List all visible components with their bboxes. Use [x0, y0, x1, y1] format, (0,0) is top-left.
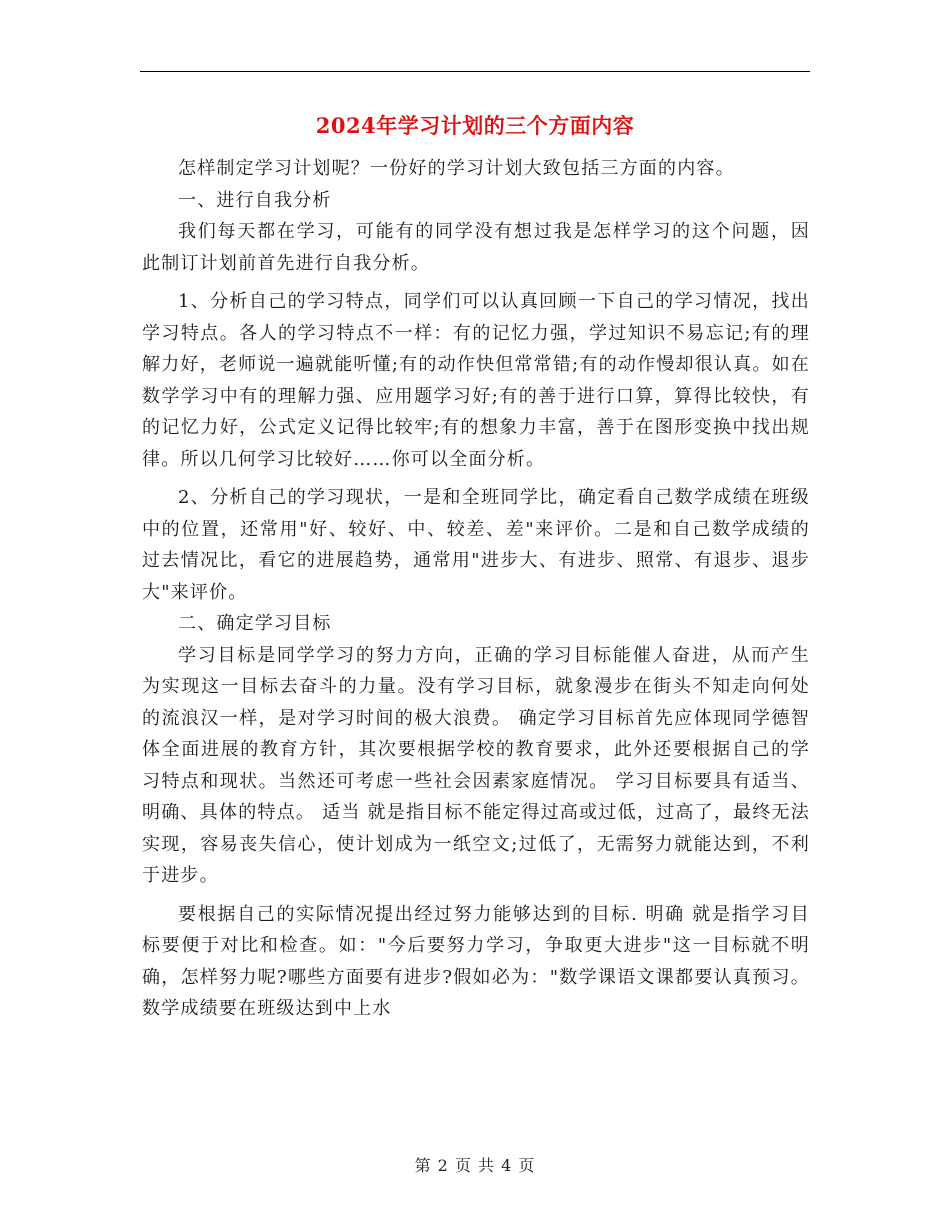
heading-self-analysis: 一、进行自我分析 — [178, 189, 332, 211]
page-number: 第 2 页 共 4 页 — [414, 1156, 536, 1175]
paragraph-learning-status: 2、分析自己的学习现状，一是和全班同学比，确定看自己数学成绩在班级中的位置，还常用"好、较好、中、较差、差"来评价。二是和自己数学成绩的过去情况比，看它的进展趋势，通常用"进步大、有进步、照常、有退步、退步大"来评价。 — [142, 487, 810, 603]
document-title: 2024年学习计划的三个方面内容 — [315, 113, 635, 138]
heading-set-goals: 二、确定学习目标 — [178, 613, 332, 634]
paragraph-intro: 怎样制定学习计划呢？一份好的学习计划大致包括三方面的内容。 — [178, 158, 735, 179]
header-rule — [140, 71, 810, 72]
paragraph-goal-clarity: 要根据自己的实际情况提出经过努力能够达到的目标. 明确 就是指学习目标要便于对比和检查。如："今后要努力学习，争取更大进步"这一目标就不明确，怎样努力呢?哪些方面要有进步?假如必为："数学课语文课都要认真预习。数学成绩要在班级达到中上水 — [142, 903, 810, 1019]
paragraph-self-analysis: 我们每天都在学习，可能有的同学没有想过我是怎样学习的这个问题，因此制订计划前首先进行自我分析。 — [142, 221, 810, 274]
paragraph-goals: 学习目标是同学学习的努力方向，正确的学习目标能催人奋进，从而产生为实现这一目标去奋斗的力量。没有学习目标，就象漫步在街头不知走向何处的流浪汉一样，是对学习时间的极大浪费。 确定学习目标首先应体现同学德智体全面进展的教育方针，其次要根据学校的教育要求，此外还要根据自己的学习特点和现状。当然还可考虑一些社会因素家庭情况。 学习目标要具有适当、明确、具体的特点。 适当 就是指目标不能定得过高或过低，过高了，最终无法实现，容易丧失信心，使计划成为一纸空文;过低了，无需努力就能达到，不利于进步。 — [142, 644, 810, 886]
paragraph-learning-traits: 1、分析自己的学习特点，同学们可以认真回顾一下自己的学习情况，找出学习特点。各人的学习特点不一样：有的记忆力强，学过知识不易忘记;有的理解力好，老师说一遍就能听懂;有的动作快但常常错;有的动作慢却很认真。如在数学学习中有的理解力强、应用题学习好;有的善于进行口算，算得比较快，有的记忆力好，公式定义记得比较牢;有的想象力丰富，善于在图形变换中找出规律。所以几何学习比较好……你可以全面分析。 — [142, 291, 810, 470]
document-body — [142, 153, 810, 1025]
